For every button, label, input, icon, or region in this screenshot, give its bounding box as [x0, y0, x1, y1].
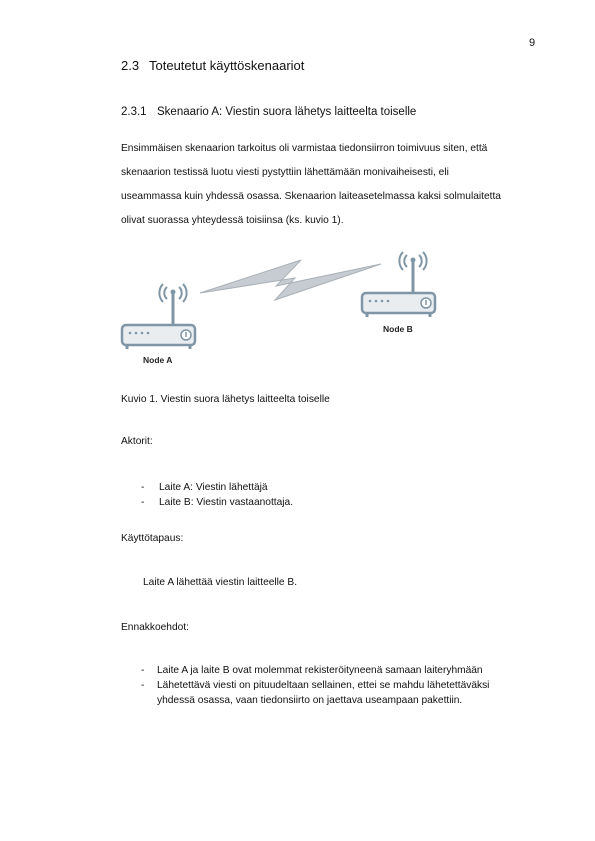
precondition-2: Lähetettävä viesti on pituudeltaan sellainen, ettei se mahdu lähetettäväksi: [157, 680, 490, 691]
actors-heading: Aktorit:: [121, 436, 153, 447]
section-heading: [121, 58, 304, 73]
intro-line: useammassa kuin yhdessä osassa. Skenaarion laiteasetelmassa kaksi solmulaitetta: [121, 191, 501, 202]
actor-b: Laite B: Viestin vastaanottaja.: [159, 497, 294, 508]
network-diagram: [115, 248, 455, 373]
precondition-1: Laite A ja laite B ovat molemmat rekisteröityneenä samaan laiteryhmään: [157, 665, 483, 676]
preconditions-heading: Ennakkoehdot:: [121, 622, 189, 633]
node-a-label: Node A: [143, 355, 173, 365]
precondition-2-continuation: yhdessä osassa, vaan tiedonsiirto on jaettava useampaan pakettiin.: [157, 695, 463, 706]
use-case-text: Laite A lähettää viestin laitteelle B.: [143, 577, 298, 588]
preconditions-list: - Laite A ja laite B ovat molemmat rekisteröityneenä samaan laiteryhmään - Lähetettävä viesti on pituudeltaan sellainen, ettei se mahdu lähetettäväksi yhdessä osassa, vaan tiedonsiirto on jaettava useampaan pakettiin.: [141, 665, 561, 713]
router-a-icon: [122, 284, 195, 349]
subsection-number: 2.3.1: [121, 106, 147, 118]
wireless-link-bolt-icon: [200, 260, 381, 300]
node-b-label: Node B: [383, 324, 413, 334]
subsection-title: Skenaario A: Viestin suora lähetys laitteelta toiselle: [157, 106, 417, 118]
subsection-heading: [121, 106, 416, 118]
page-number: 9: [529, 37, 536, 49]
intro-line: olivat suorassa yhteydessä toisiinsa (ks. kuvio 1).: [121, 215, 344, 226]
figure-caption: Kuvio 1. Viestin suora lähetys laitteelta toiselle: [121, 394, 330, 405]
section-number: 2.3: [121, 58, 140, 73]
intro-line: skenaarion testissä luotu viesti pystyttiin lähettämään monivaiheisesti, eli: [121, 167, 449, 178]
use-case-heading: Käyttötapaus:: [121, 533, 184, 544]
actor-a: Laite A: Viestin lähettäjä: [159, 482, 268, 493]
intro-line: Ensimmäisen skenaarion tarkoitus oli varmistaa tiedonsiirron toimivuus siten, että: [121, 143, 488, 154]
router-b-icon: [362, 252, 435, 317]
actors-list: - Laite A: Viestin lähettäjä - Laite B: Viestin vastaanottaja.: [141, 482, 294, 508]
section-title: Toteutetut käyttöskenaariot: [149, 58, 305, 73]
intro-paragraph: [121, 137, 541, 233]
